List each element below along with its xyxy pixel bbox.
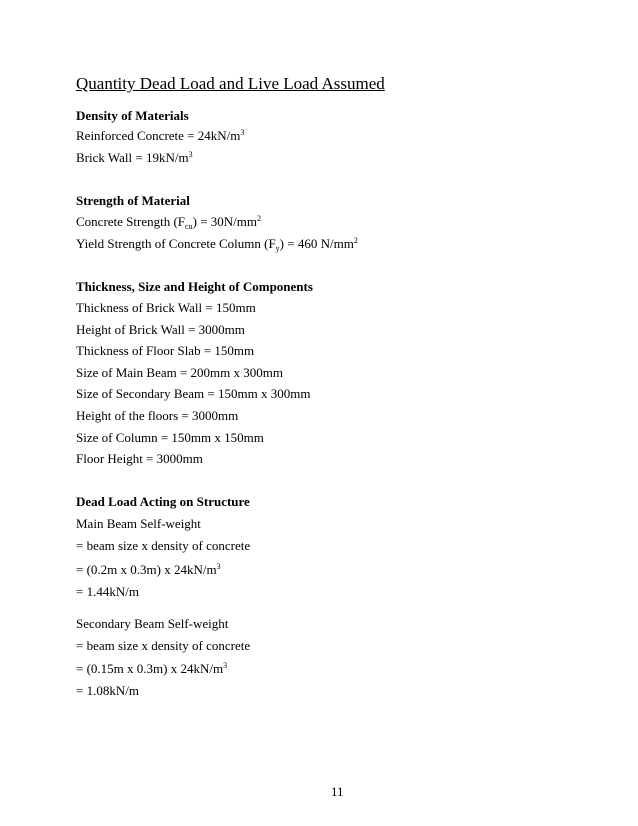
strength-yield-sub: y: [275, 244, 280, 253]
secondary-beam-label: Secondary Beam Self-weight: [76, 616, 229, 631]
strength-yield-post: ) = 460 N/mm: [279, 236, 354, 251]
secondary-beam-result: = 1.08kN/m: [76, 683, 139, 698]
main-beam-calc: [76, 562, 221, 578]
page-title: Quantity Dead Load and Live Load Assumed: [76, 74, 385, 93]
component-item: Size of Main Beam = 200mm x 300mm: [76, 365, 284, 380]
component-item: Floor Height = 3000mm: [76, 451, 203, 466]
component-item: Size of Secondary Beam = 150mm x 300mm: [76, 386, 311, 401]
secondary-beam-calc: [76, 661, 227, 677]
density-brick-text: Brick Wall = 19kN/m: [76, 150, 189, 165]
strength-concrete-sub: cu: [185, 222, 193, 231]
component-item: Thickness of Floor Slab = 150mm: [76, 343, 255, 358]
dead-load-heading: Dead Load Acting on Structure: [76, 494, 250, 509]
secondary-beam-calc-sup: 3: [223, 661, 228, 670]
components-heading: Thickness, Size and Height of Components: [76, 279, 313, 294]
main-beam-label: Main Beam Self-weight: [76, 516, 201, 531]
strength-concrete-post: ) = 30N/mm: [192, 214, 257, 229]
strength-concrete-sup: 2: [257, 214, 261, 223]
secondary-beam-formula: = beam size x density of concrete: [76, 638, 251, 653]
page-number: 11: [331, 784, 344, 799]
main-beam-formula: = beam size x density of concrete: [76, 538, 251, 553]
component-item: Size of Column = 150mm x 150mm: [76, 430, 264, 445]
density-reinforced-concrete: [76, 128, 244, 144]
density-brick-wall: [76, 150, 193, 166]
component-item: Height of Brick Wall = 3000mm: [76, 322, 245, 337]
density-rc-sup: 3: [240, 128, 245, 137]
strength-heading: Strength of Material: [76, 193, 190, 208]
strength-yield-pre: Yield Strength of Concrete Column (F: [76, 236, 276, 251]
secondary-beam-calc-text: = (0.15m x 0.3m) x 24kN/m: [76, 661, 224, 676]
main-beam-result: = 1.44kN/m: [76, 584, 139, 599]
component-item: Height of the floors = 3000mm: [76, 408, 239, 423]
density-rc-text: Reinforced Concrete = 24kN/m: [76, 128, 241, 143]
density-heading: Density of Materials: [76, 108, 189, 123]
main-beam-calc-text: = (0.2m x 0.3m) x 24kN/m: [76, 562, 217, 577]
density-brick-sup: 3: [188, 150, 193, 159]
strength-concrete: [76, 214, 261, 230]
strength-yield-sup: 2: [353, 236, 358, 245]
strength-yield: [76, 236, 358, 252]
main-beam-calc-sup: 3: [216, 562, 221, 571]
strength-concrete-pre: Concrete Strength (F: [76, 214, 186, 229]
component-item: Thickness of Brick Wall = 150mm: [76, 300, 256, 315]
